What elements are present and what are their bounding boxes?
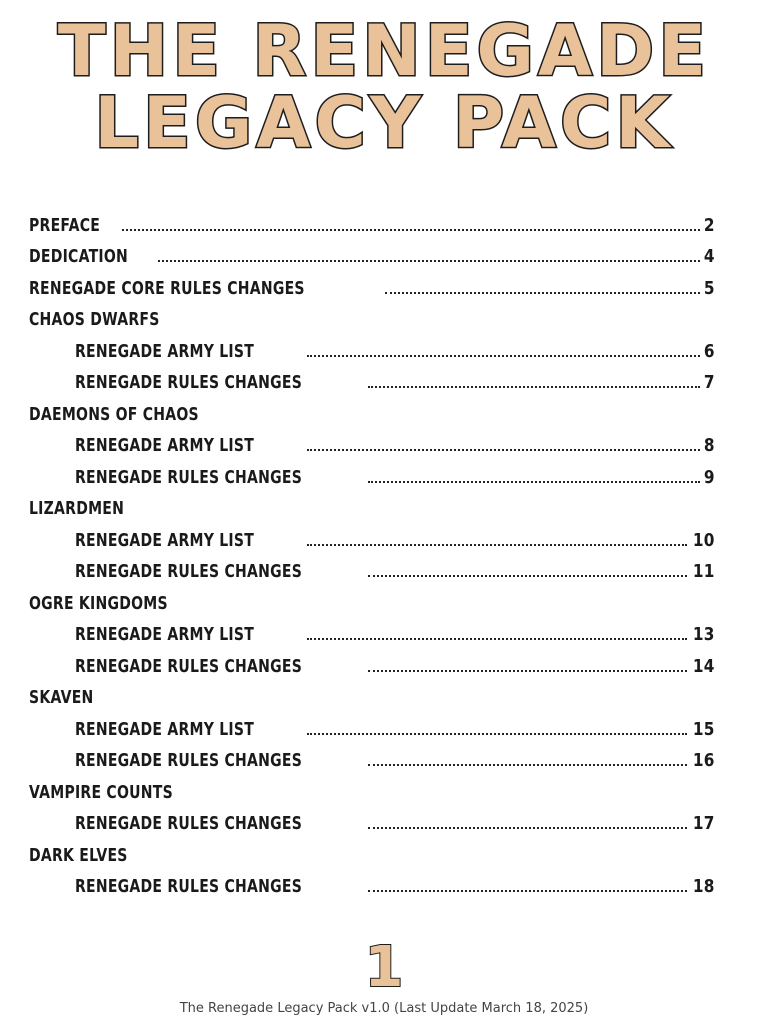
toc-entry[interactable] xyxy=(29,771,715,803)
toc-page-number: 15 xyxy=(693,718,715,740)
toc-entry-label: RENEGADE CORE RULES CHANGES xyxy=(29,277,305,299)
dot-leader xyxy=(368,385,700,388)
page-footer: The Renegade Legacy Pack v1.0 (Last Update March 18, 2025) xyxy=(179,1001,589,1016)
toc-page-number: 6 xyxy=(704,340,715,362)
toc-subentry[interactable] xyxy=(29,803,715,835)
toc-entry-label: RENEGADE ARMY LIST xyxy=(75,624,255,645)
toc-entry[interactable] xyxy=(29,582,715,614)
dot-leader xyxy=(368,889,687,892)
toc-entry-label: PREFACE xyxy=(29,214,101,236)
toc-page-number: 9 xyxy=(704,466,715,488)
toc-subentry[interactable] xyxy=(29,614,715,646)
toc-entry-label: DEDICATION xyxy=(29,246,129,267)
toc-subentry[interactable] xyxy=(29,740,715,772)
dot-leader xyxy=(368,669,687,672)
toc-subentry[interactable] xyxy=(29,708,715,740)
document-title-line-1: THE RENEGADE xyxy=(57,10,711,92)
toc-entry[interactable] xyxy=(29,834,715,866)
toc-entry[interactable] xyxy=(29,393,715,425)
toc-subentry[interactable] xyxy=(29,866,715,898)
dot-leader xyxy=(307,637,688,640)
toc-entry[interactable] xyxy=(29,488,715,520)
toc-page-number: 7 xyxy=(704,372,715,393)
toc-entry-label: DAEMONS OF CHAOS xyxy=(29,403,199,425)
toc-page-number: 4 xyxy=(704,246,715,267)
dot-leader xyxy=(307,354,701,357)
dot-leader xyxy=(307,543,688,546)
dot-leader xyxy=(368,574,687,577)
dot-leader xyxy=(368,480,700,483)
toc-entry-label: RENEGADE RULES CHANGES xyxy=(75,876,303,897)
toc-subentry[interactable] xyxy=(29,519,715,551)
toc-page-number: 18 xyxy=(693,876,715,897)
toc-page-number: 14 xyxy=(693,655,715,677)
toc-entry-label: RENEGADE RULES CHANGES xyxy=(75,655,303,677)
toc-page-number: 16 xyxy=(693,750,715,771)
toc-subentry[interactable] xyxy=(29,330,715,362)
dot-leader xyxy=(368,826,687,829)
dot-leader xyxy=(158,259,700,262)
toc-subentry[interactable] xyxy=(29,362,715,394)
table-of-contents xyxy=(29,204,715,897)
toc-entry-label: RENEGADE ARMY LIST xyxy=(75,340,255,362)
toc-entry-label: CHAOS DWARFS xyxy=(29,309,160,330)
toc-entry-label: OGRE KINGDOMS xyxy=(29,592,168,614)
toc-entry-label: DARK ELVES xyxy=(29,844,128,866)
dot-leader xyxy=(122,228,700,231)
toc-page-number: 17 xyxy=(693,813,715,834)
toc-subentry[interactable] xyxy=(29,456,715,488)
toc-page-number: 13 xyxy=(693,624,715,645)
dot-leader xyxy=(307,732,688,735)
toc-entry[interactable] xyxy=(29,236,715,268)
toc-entry-label: RENEGADE RULES CHANGES xyxy=(75,813,303,834)
toc-page-number: 10 xyxy=(693,529,715,551)
toc-page-number: 11 xyxy=(693,561,715,582)
dot-leader xyxy=(368,763,687,766)
toc-entry-label: RENEGADE ARMY LIST xyxy=(75,529,255,551)
toc-entry-label: VAMPIRE COUNTS xyxy=(29,781,173,803)
toc-subentry[interactable] xyxy=(29,645,715,677)
toc-entry[interactable] xyxy=(29,299,715,331)
toc-entry-label: RENEGADE RULES CHANGES xyxy=(75,372,303,393)
toc-entry-label: RENEGADE RULES CHANGES xyxy=(75,750,303,771)
document-title-line-2: LEGACY PACK xyxy=(94,82,674,164)
page-number: 1 xyxy=(364,935,404,1000)
toc-entry-label: RENEGADE ARMY LIST xyxy=(75,718,255,740)
toc-entry-label: LIZARDMEN xyxy=(29,498,125,519)
toc-subentry[interactable] xyxy=(29,551,715,583)
toc-entry[interactable] xyxy=(29,677,715,709)
toc-page-number: 5 xyxy=(704,277,715,299)
dot-leader xyxy=(385,291,701,294)
toc-entry-label: RENEGADE ARMY LIST xyxy=(75,435,255,456)
toc-entry[interactable] xyxy=(29,204,715,236)
toc-subentry[interactable] xyxy=(29,425,715,457)
toc-entry-label: SKAVEN xyxy=(29,687,94,708)
dot-leader xyxy=(307,448,701,451)
toc-entry-label: RENEGADE RULES CHANGES xyxy=(75,561,303,582)
toc-page-number: 8 xyxy=(704,435,715,456)
toc-entry[interactable] xyxy=(29,267,715,299)
toc-entry-label: RENEGADE RULES CHANGES xyxy=(75,466,303,488)
toc-page-number: 2 xyxy=(704,214,715,236)
